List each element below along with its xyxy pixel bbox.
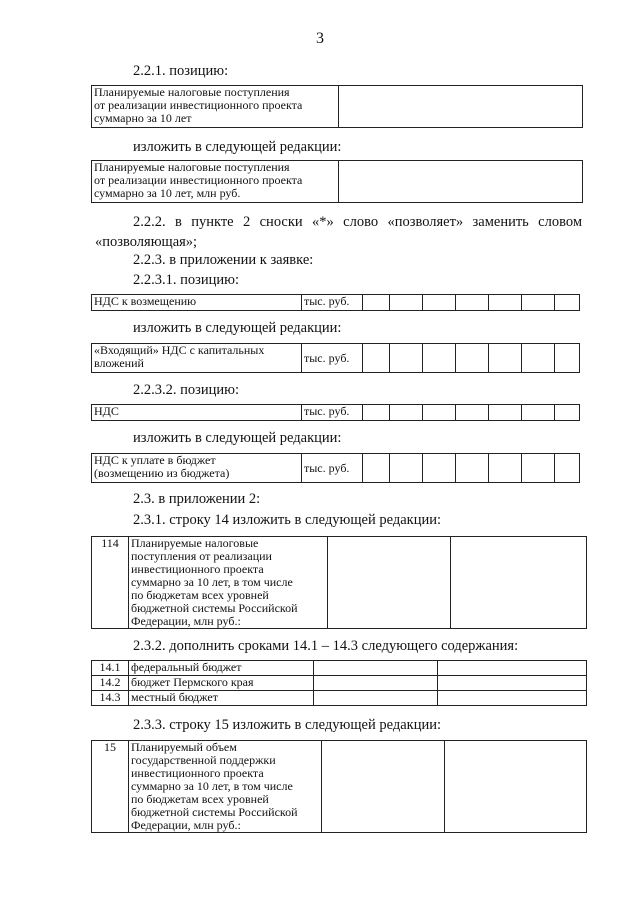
- row-114-number: 114: [92, 537, 129, 629]
- section-2-3-2: 2.3.2. дополнить сроками 14.1 – 14.3 следующего содержания:: [133, 638, 519, 654]
- empty-cell: [489, 344, 522, 373]
- empty-cell: [438, 661, 587, 676]
- row-label: федеральный бюджет: [129, 661, 314, 676]
- row-vat-label: НДС: [92, 405, 302, 421]
- section-2-2-3: 2.2.3. в приложении к заявке:: [133, 252, 314, 268]
- section-2-2-3-2: 2.2.3.2. позицию:: [133, 382, 240, 398]
- row-vat-incoming: [91, 343, 580, 373]
- rows-14-table: [91, 660, 587, 706]
- empty-cell: [456, 295, 489, 311]
- row-vat-refund-unit: тыс. руб.: [302, 295, 363, 311]
- edit-instruction-3: изложить в следующей редакции:: [133, 430, 342, 446]
- row-vat-unit: тыс. руб.: [302, 405, 363, 421]
- edit-instruction-1: изложить в следующей редакции:: [133, 139, 342, 155]
- row-label: бюджет Пермского края: [129, 676, 314, 691]
- position-box-2-label: Планируемые налоговые поступления от реализации инвестиционного проекта суммарно за 10 лет, млн руб.: [92, 161, 339, 203]
- empty-cell: [555, 405, 580, 421]
- section-2-3-1: 2.3.1. строку 14 изложить в следующей редакции:: [133, 512, 441, 528]
- row-114-label: Планируемые налоговые поступления от реализации инвестиционного проекта суммарно за 10 лет, в том числе по бюджетам всех уровней бюджетной системы Российской Федерации, млн руб.:: [129, 537, 328, 629]
- row-15-label: Планируемый объем государственной поддержки инвестиционного проекта суммарно за 10 лет, в том числе по бюджетам всех уровней бюджетной системы Российской Федерации, млн руб.:: [129, 741, 322, 833]
- empty-cell: [555, 295, 580, 311]
- empty-cell: [489, 295, 522, 311]
- empty-cell: [363, 295, 390, 311]
- position-box-1-value: [339, 86, 583, 128]
- row-15: [91, 740, 587, 833]
- empty-cell: [489, 405, 522, 421]
- section-2-2-3-1: 2.2.3.1. позицию:: [133, 272, 240, 288]
- empty-cell: [363, 344, 390, 373]
- section-2-3-3: 2.3.3. строку 15 изложить в следующей редакции:: [133, 717, 441, 733]
- table-row: [92, 676, 587, 691]
- row-15-number: 15: [92, 741, 129, 833]
- empty-cell: [363, 454, 390, 483]
- row-vat-payable-label: НДС к уплате в бюджет (возмещению из бюджета): [92, 454, 302, 483]
- row-label: местный бюджет: [129, 691, 314, 706]
- table-row: [92, 691, 587, 706]
- section-2-3: 2.3. в приложении 2:: [133, 491, 261, 507]
- position-box-1-label: Планируемые налоговые поступления от реализации инвестиционного проекта суммарно за 10 лет: [92, 86, 339, 128]
- empty-cell: [489, 454, 522, 483]
- position-box-1: [91, 85, 583, 128]
- row-number: 14.2: [92, 676, 129, 691]
- empty-cell: [423, 405, 456, 421]
- empty-cell: [390, 295, 423, 311]
- empty-cell: [314, 691, 438, 706]
- empty-cell: [390, 344, 423, 373]
- empty-cell: [456, 454, 489, 483]
- row-114: [91, 536, 587, 629]
- row-vat: [91, 404, 580, 421]
- empty-cell: [363, 405, 390, 421]
- row-number: 14.1: [92, 661, 129, 676]
- row-vat-payable-unit: тыс. руб.: [302, 454, 363, 483]
- empty-cell: [322, 741, 445, 833]
- empty-cell: [456, 405, 489, 421]
- empty-cell: [451, 537, 587, 629]
- empty-cell: [314, 676, 438, 691]
- position-box-2: [91, 160, 583, 203]
- table-row: [92, 661, 587, 676]
- empty-cell: [522, 405, 555, 421]
- empty-cell: [555, 344, 580, 373]
- empty-cell: [438, 691, 587, 706]
- empty-cell: [390, 454, 423, 483]
- empty-cell: [423, 454, 456, 483]
- empty-cell: [555, 454, 580, 483]
- section-2-2-1: 2.2.1. позицию:: [133, 63, 229, 79]
- empty-cell: [445, 741, 587, 833]
- empty-cell: [328, 537, 451, 629]
- row-vat-incoming-unit: тыс. руб.: [302, 344, 363, 373]
- empty-cell: [522, 295, 555, 311]
- row-vat-payable: [91, 453, 580, 483]
- empty-cell: [390, 405, 423, 421]
- empty-cell: [522, 344, 555, 373]
- empty-cell: [522, 454, 555, 483]
- empty-cell: [423, 295, 456, 311]
- row-vat-refund-label: НДС к возмещению: [92, 295, 302, 311]
- position-box-2-value: [339, 161, 583, 203]
- empty-cell: [456, 344, 489, 373]
- page-number: 3: [316, 30, 324, 47]
- row-number: 14.3: [92, 691, 129, 706]
- empty-cell: [314, 661, 438, 676]
- edit-instruction-2: изложить в следующей редакции:: [133, 320, 342, 336]
- empty-cell: [423, 344, 456, 373]
- row-vat-refund: [91, 294, 580, 311]
- section-2-2-2: 2.2.2. в пункте 2 сноски «*» слово «позволяет» заменить словом «позволяющая»;: [95, 214, 582, 250]
- empty-cell: [438, 676, 587, 691]
- row-vat-incoming-label: «Входящий» НДС с капитальных вложений: [92, 344, 302, 373]
